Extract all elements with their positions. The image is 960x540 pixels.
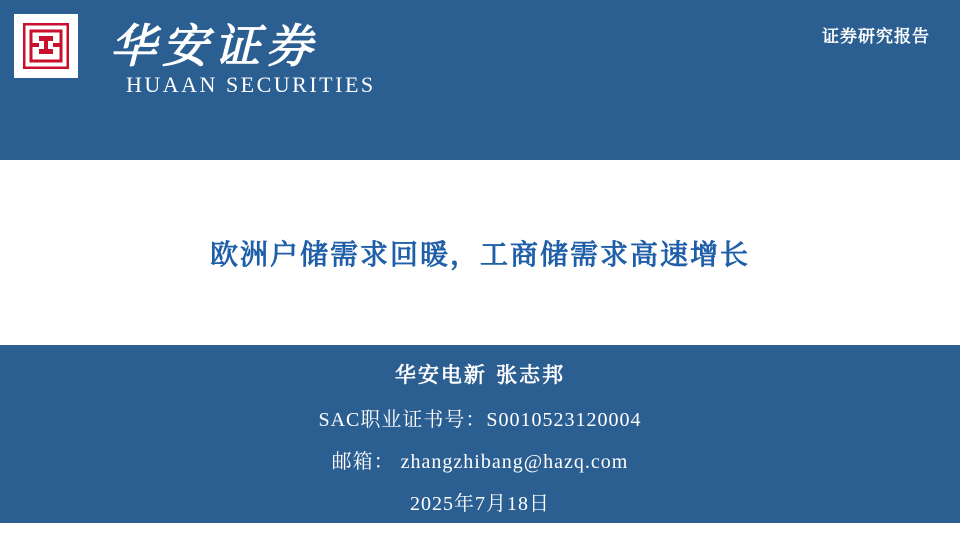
- sac-license-line: SAC职业证书号：S0010523120004: [318, 408, 642, 431]
- email-line: 邮箱： zhangzhibang@hazq.com: [331, 450, 629, 473]
- report-date: 2025年7月18日: [410, 492, 550, 515]
- report-type-tag: 证券研究报告: [822, 27, 930, 47]
- company-logo: [14, 14, 78, 78]
- brand-name-en: HUAAN SECURITIES: [126, 72, 376, 97]
- brand-name-cn: 华安证券: [110, 19, 318, 73]
- huaan-seal-logo-icon: [23, 23, 69, 69]
- author-line: 华安电新 张志邦: [394, 361, 566, 387]
- page-title: 欧洲户储需求回暖，工商储需求高速增长: [209, 237, 750, 271]
- title-zone: [0, 160, 960, 345]
- header-band: [0, 0, 960, 160]
- footer-band: [0, 345, 960, 523]
- bottom-strip: [0, 523, 960, 540]
